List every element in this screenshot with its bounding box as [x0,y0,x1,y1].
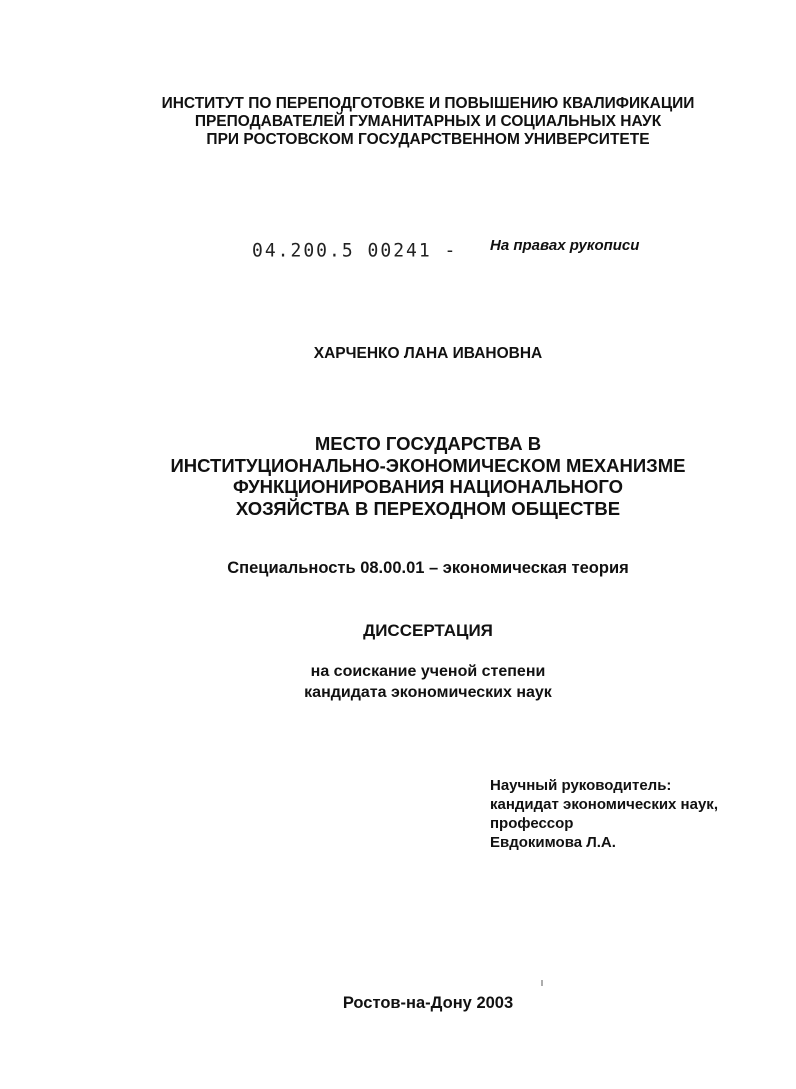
title-line: ХОЗЯЙСТВА В ПЕРЕХОДНОМ ОБЩЕСТВЕ [235,497,621,519]
title-line: МЕСТО ГОСУДАРСТВА В [314,433,542,454]
degree-line: на соискание ученой степени [310,663,546,680]
degree-line: кандидата экономических наук [304,684,552,701]
supervisor-line: Евдокимова Л.А. [490,834,616,851]
specialty: Специальность 08.00.01 – экономическая теория [227,559,629,577]
title-line: ФУНКЦИОНИРОВАНИЯ НАЦИОНАЛЬНОГО [232,476,623,497]
supervisor-line: профессор [490,815,574,832]
city-year: Ростов-на-Дону 2003 [342,994,514,1012]
supervisor-line: кандидат экономических наук, [490,796,718,813]
institute-header [30,95,796,149]
scan-speck [541,980,543,986]
author-name: ХАРЧЕНКО ЛАНА ИВАНОВНА [313,345,543,362]
supervisor-block [490,776,718,852]
document-type: ДИССЕРТАЦИЯ [363,621,493,640]
registry-number-stamp: 04.200.5 00241 - [252,239,458,262]
manuscript-rights-note: На правах рукописи [490,237,640,254]
title-line: ИНСТИТУЦИОНАЛЬНО-ЭКОНОМИЧЕСКОМ МЕХАНИЗМЕ [170,454,686,476]
dissertation-title [30,433,796,519]
institute-line: ИНСТИТУТ ПО ПЕРЕПОДГОТОВКЕ И ПОВЫШЕНИЮ КВАЛИФИКАЦИИ [161,95,695,112]
degree-statement [30,661,796,703]
institute-line: ПРЕПОДАВАТЕЛЕЙ ГУМАНИТАРНЫХ И СОЦИАЛЬНЫХ НАУК [194,113,662,130]
supervisor-line: Научный руководитель: [490,777,672,794]
institute-line: ПРИ РОСТОВСКОМ ГОСУДАРСТВЕННОМ УНИВЕРСИТЕТЕ [206,131,650,148]
